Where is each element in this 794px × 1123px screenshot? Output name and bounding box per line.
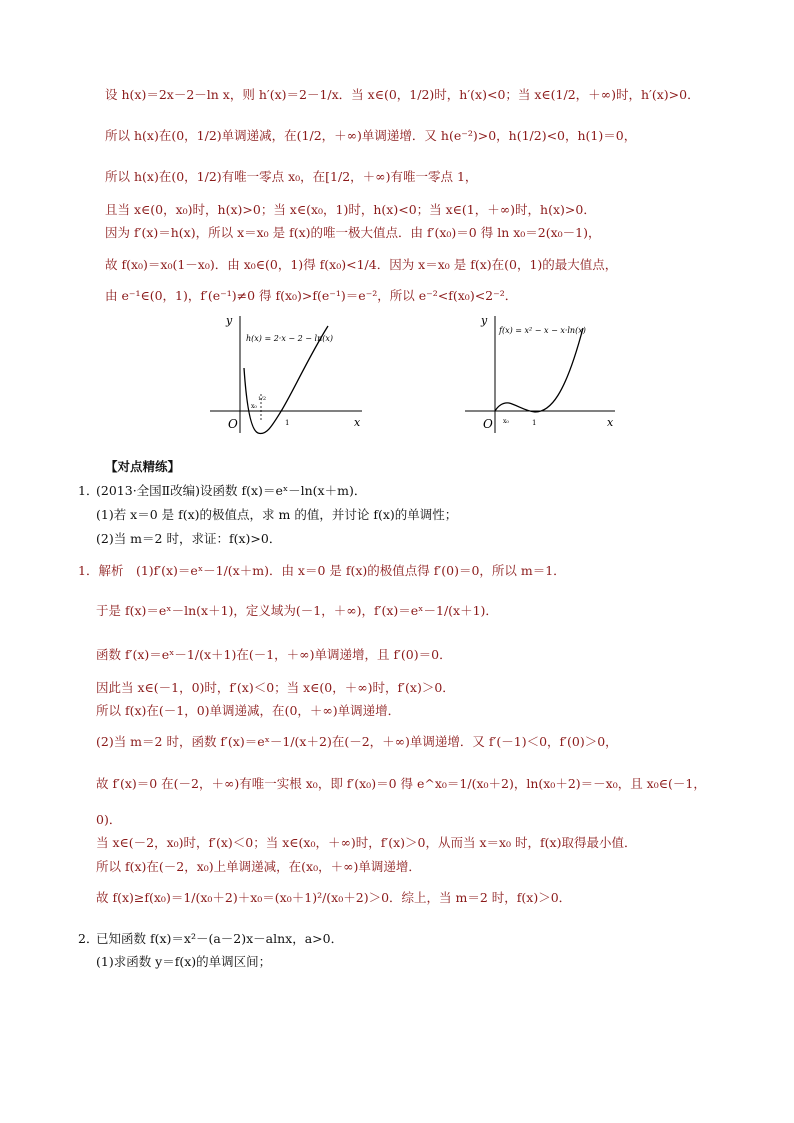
y-axis-label: y [481,314,488,327]
answer-1-line-3: 函数 f′(x)＝eˣ－1/(x＋1)在(－1，＋∞)单调递增，且 f′(0)＝0． [96,647,452,662]
answer-1-line-6: (2)当 m＝2 时，函数 f′(x)＝eˣ－1/(x＋2)在(－2，＋∞)单调递增．又 f′(－1)＜0，f′(0)＞0， [96,734,618,749]
answer-1-line-4: 因此当 x∈(－1，0)时，f′(x)＜0；当 x∈(0，＋∞)时，f′(x)＞0． [96,680,455,695]
section-heading: 【对点精练】 [105,459,181,474]
solution-line-4: 且当 x∈(0，x₀)时，h(x)>0；当 x∈(x₀，1)时，h(x)<0；当 x∈(1，＋∞)时，h(x)>0． [105,202,596,217]
x0-label: x₀ [251,403,257,410]
answer-1-line-2: 于是 f(x)＝eˣ－ln(x＋1)，定义域为(－1，＋∞)，f′(x)＝eˣ－1/(x＋1)． [96,603,498,618]
origin-label: O [228,417,238,431]
question-1-stem: (2013·全国Ⅱ改编)设函数 f(x)＝eˣ－ln(x＋m)． [96,483,367,498]
graph-h [200,308,370,438]
one-tick-label: 1 [285,419,290,427]
solution-line-7: 由 e⁻¹∈(0，1)，f′(e⁻¹)≠0 得 f(x₀)>f(e⁻¹)＝e⁻²，所以 e⁻²<f(x₀)<2⁻²． [105,288,518,303]
y-axis-label: y [226,314,233,327]
question-2-stem: 已知函数 f(x)＝x²－(a－2)x－alnx，a>0． [96,931,344,946]
answer-1-line-7: 故 f′(x)＝0 在(－2，＋∞)有唯一实根 x₀，即 f′(x₀)＝0 得 e^x₀＝1/(x₀＋2)，ln(x₀＋2)＝－x₀，且 x₀∈(－1， [96,776,706,791]
origin-label: O [483,417,493,431]
question-2-number: 2． [78,931,99,946]
question-1-part2: (2)当 m＝2 时，求证：f(x)>0． [96,531,282,546]
curve-label: h(x) = 2·x − 2 − ln(x) [246,334,333,343]
question-1-number: 1． [78,483,99,498]
solution-line-2: 所以 h(x)在(0，1/2)单调递减，在(1/2，＋∞)单调递增．又 h(e⁻²)>0，h(1/2)<0，h(1)＝0， [105,128,637,143]
question-2-part1: (1)求函数 y＝f(x)的单调区间； [96,954,272,969]
answer-1-line-10: 所以 f(x)在(－2，x₀)上单调递减，在(x₀，＋∞)单调递增． [96,859,421,874]
graph-f [455,308,625,438]
curve-f [495,328,583,412]
solution-line-5: 因为 f′(x)＝h(x)，所以 x＝x₀ 是 f(x)的唯一极大值点．由 f′(x₀)＝0 得 ln x₀＝2(x₀－1)， [105,225,601,240]
answer-1-line-8: 0)． [96,812,122,827]
answer-1-line-5: 所以 f(x)在(－1，0)单调递减，在(0，＋∞)单调递增． [96,703,401,718]
solution-line-1: 设 h(x)＝2x－2－ln x，则 h′(x)＝2－1/x．当 x∈(0，1/2)时，h′(x)<0；当 x∈(1/2，＋∞)时，h′(x)>0． [105,87,700,102]
solution-line-3: 所以 h(x)在(0，1/2)有唯一零点 x₀，在[1/2，＋∞)有唯一零点 1， [105,169,478,184]
x0-label: x₀ [503,418,509,425]
answer-1-line-9: 当 x∈(－2，x₀)时，f′(x)＜0；当 x∈(x₀，＋∞)时，f′(x)＞0，从而当 x＝x₀ 时，f(x)取得最小值． [96,835,637,850]
answer-1-line-11: 故 f(x)≥f(x₀)＝1/(x₀＋2)＋x₀＝(x₀＋1)²/(x₀＋2)＞0．综上，当 m＝2 时，f(x)＞0． [96,890,572,905]
half-tick-label: 1/2 [258,396,267,402]
x-axis-label: x [607,416,614,429]
x-axis-label: x [354,416,361,429]
solution-line-6: 故 f(x₀)＝x₀(1－x₀)．由 x₀∈(0，1)得 f(x₀)<1/4．因为 x＝x₀ 是 f(x)在(0，1)的最大值点， [105,257,618,272]
answer-1-line-1: 1．解析 (1)f′(x)＝eˣ－1/(x＋m)．由 x＝0 是 f(x)的极值点得 f′(0)＝0，所以 m＝1． [78,563,566,578]
curve-label: f(x) = x² − x − x·ln(x) [499,326,586,335]
one-tick-label: 1 [532,419,537,427]
question-1-part1: (1)若 x＝0 是 f(x)的极值点，求 m 的值，并讨论 f(x)的单调性； [96,507,458,522]
